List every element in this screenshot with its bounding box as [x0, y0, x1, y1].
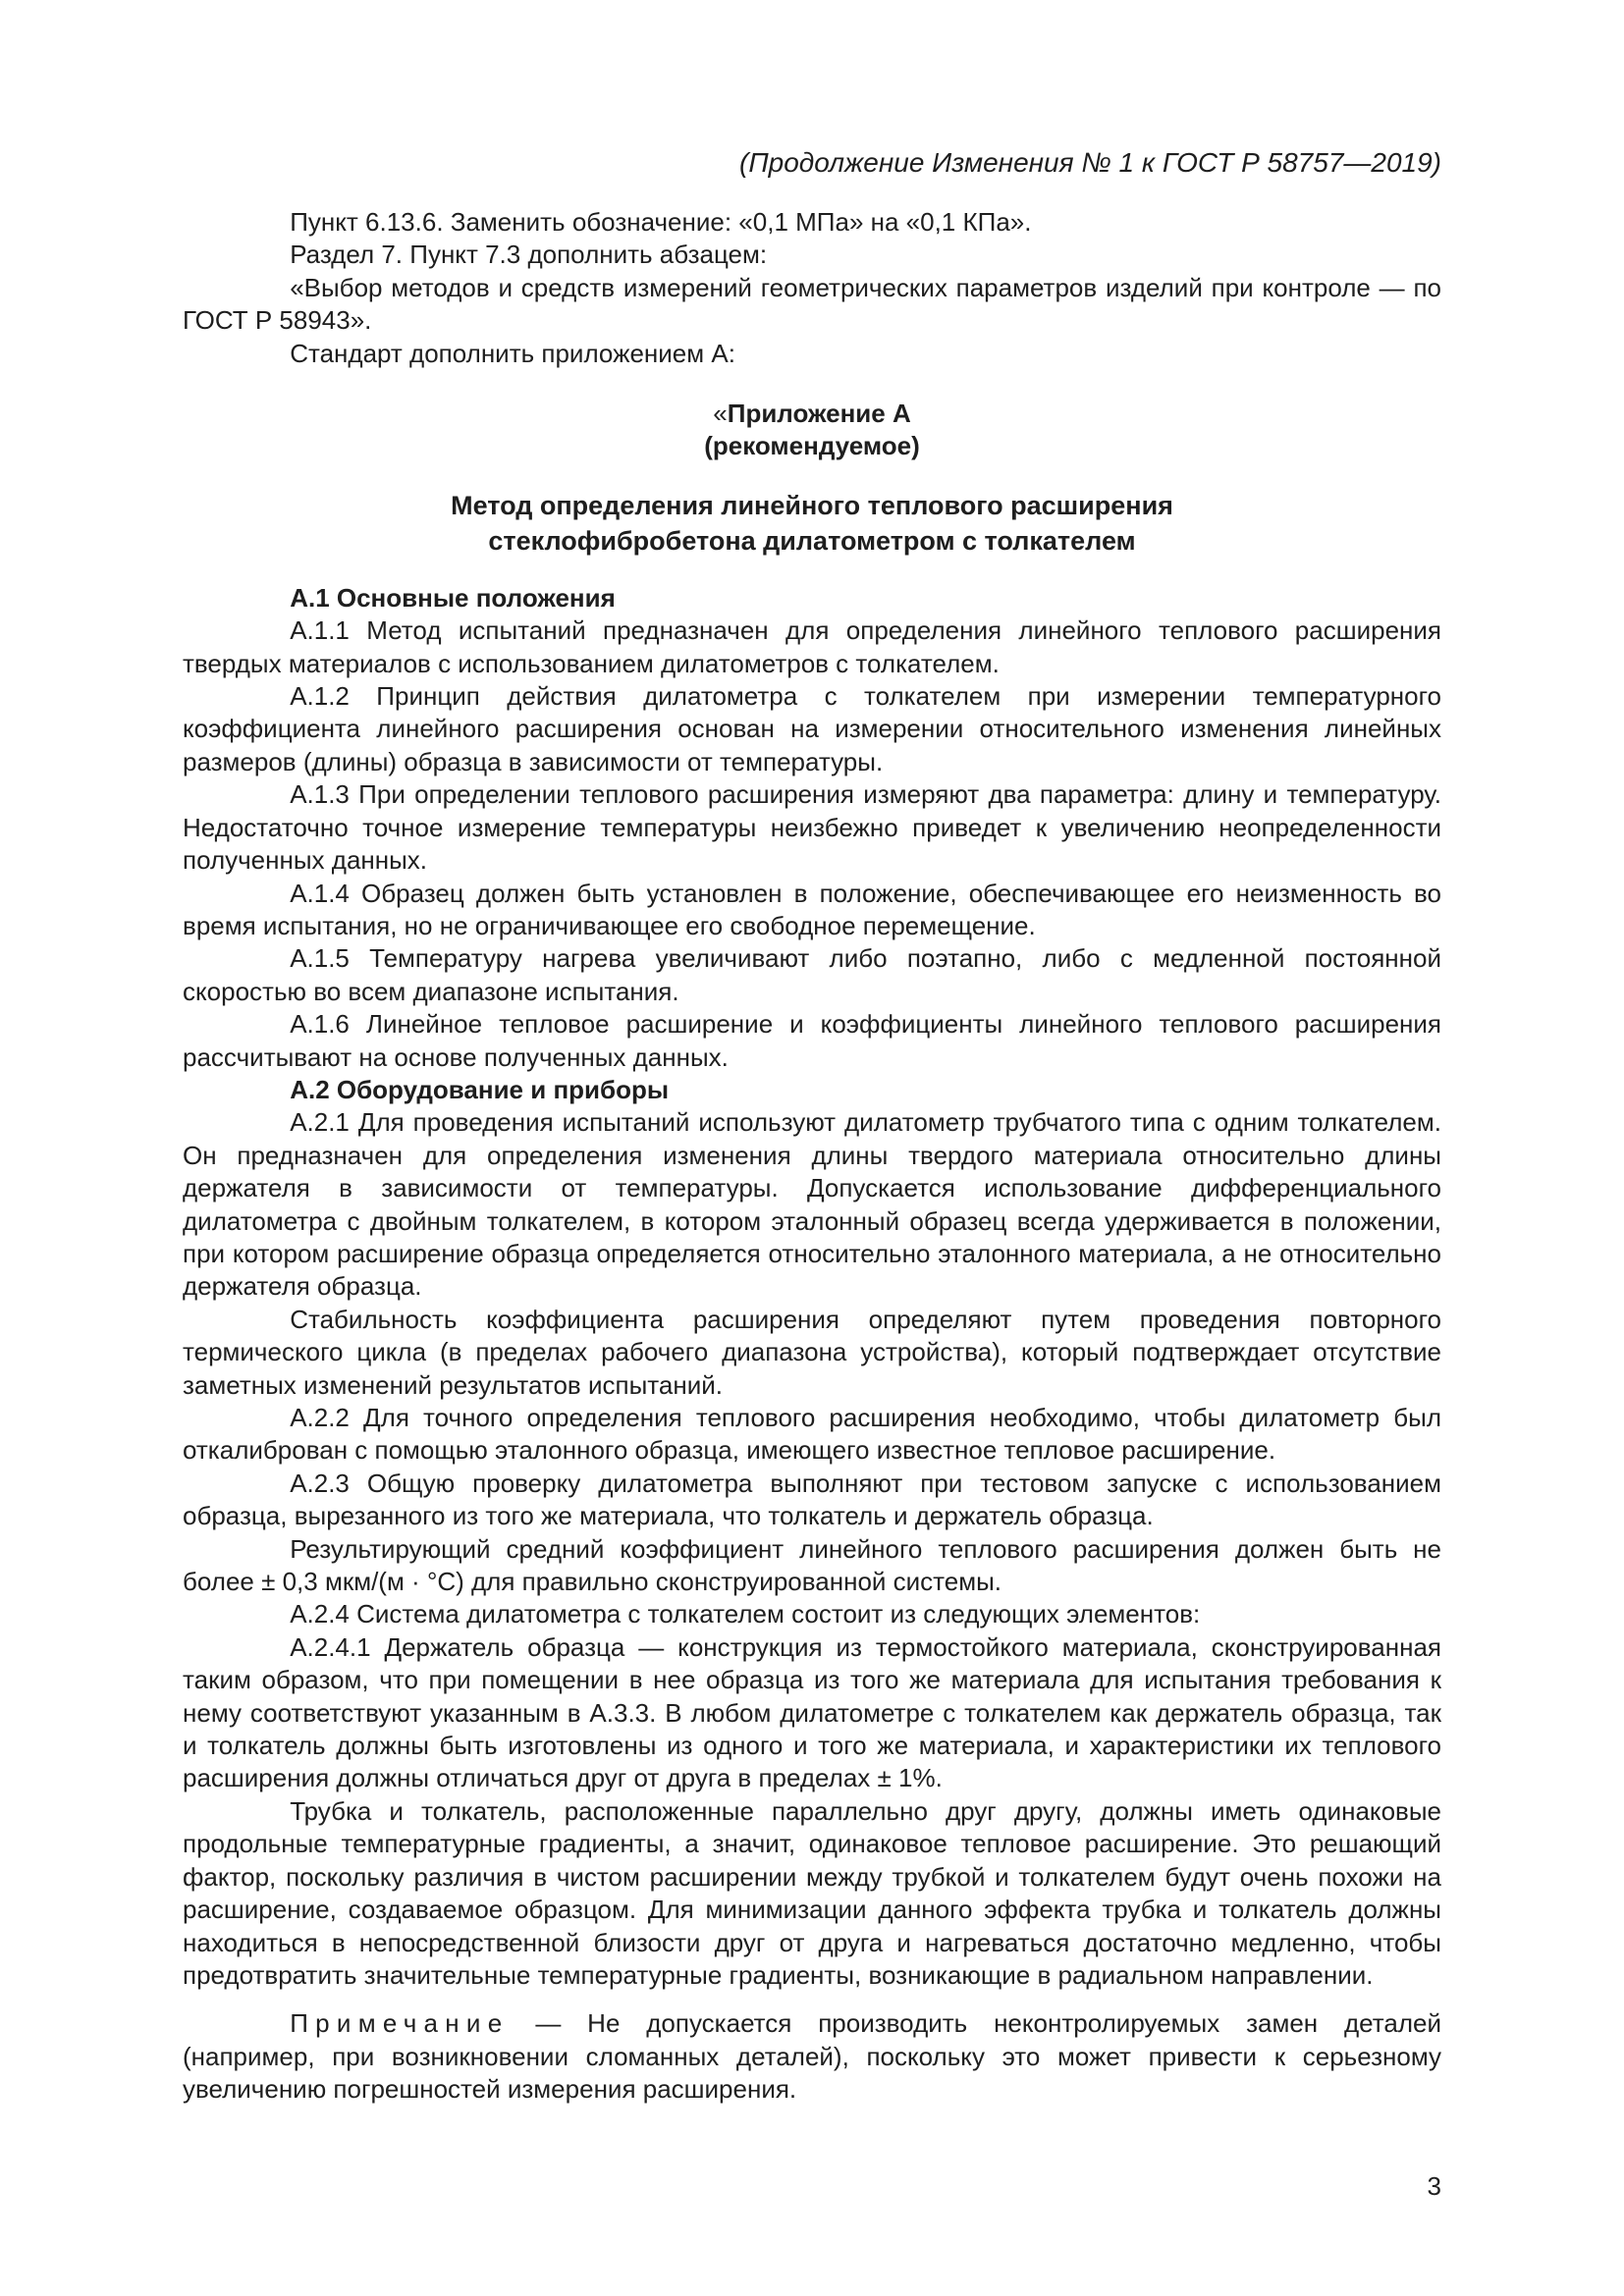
- section-heading-a2: А.2 Оборудование и приборы: [290, 1074, 670, 1104]
- running-header: (Продолжение Изменения № 1 к ГОСТ Р 58757—2019): [739, 147, 1441, 178]
- appendix-title: [183, 488, 1441, 559]
- paragraph-a1-5: А.1.5 Температуру нагрева увеличивают либо поэтапно, либо с медленной постоянной скоростью во всем диапазоне испытания.: [183, 943, 1441, 1006]
- section-heading-a1: А.1 Основные положения: [290, 582, 616, 613]
- note-label: Примечание: [290, 2008, 510, 2039]
- paragraph: Стабильность коэффициента расширения определяют путем проведения повторного термического цикла (в пределах рабочего диапазона устройства), который подтверждает отсутствие заметных изменений результатов испытаний.: [183, 1304, 1441, 1400]
- appendix-label: [183, 398, 1441, 430]
- paragraph-a1-4: А.1.4 Образец должен быть установлен в положение, обеспечивающее его неизменность во время испытания, но не ограничивающее его свободное перемещение.: [183, 878, 1441, 940]
- paragraph-a2-4: А.2.4 Система дилатометра с толкателем состоит из следующих элементов:: [290, 1599, 1201, 1629]
- paragraph-a2-1: А.2.1 Для проведения испытаний используют дилатометр трубчатого типа с одним толкателем. Он предназначен для определения изменения длины твердого материала относительно длины держателя в зависимости от температуры. Допускается использование дифференциального дилатометра с двойным толкателем, в котором эталонный образец всегда удерживается в положении, при котором расширение образца определяется относительно эталонного материала, а не относительно держателя образца.: [183, 1107, 1441, 1302]
- paragraph-a2-4-1: А.2.4.1 Держатель образца — конструкция из термостойкого материала, сконструированная таким образом, что при помещении в нее образца из того же материала для испытания требования к нему соответствуют указанным в А.3.3. В любом дилатометре с толкателем как держатель образца, так и толкатель должны быть изготовлены из одного и того же материала, и характеристики их теплового расширения должны отличаться друг от друга в пределах ± 1%.: [183, 1631, 1441, 1793]
- paragraph-a1-3: А.1.3 При определении теплового расширения измеряют два параметра: длину и температуру. Недостаточно точное измерение температуры неизбежно приведет к увеличению неопределенности полученных данных.: [183, 779, 1441, 876]
- paragraph: Пункт 6.13.6. Заменить обозначение: «0,1 МПа» на «0,1 КПа».: [290, 207, 1032, 237]
- page-number: 3: [1427, 2171, 1441, 2201]
- paragraph-a2-2: А.2.2 Для точного определения теплового расширения необходимо, чтобы дилатометр был откалиброван с помощью эталонного образца, имеющего известное тепловое расширение.: [183, 1403, 1441, 1466]
- paragraph: «Выбор методов и средств измерений геометрических параметров изделий при контроле — по ГОСТ Р 58943».: [183, 272, 1441, 336]
- appendix-title-line: Метод определения линейного теплового расширения: [451, 490, 1173, 520]
- paragraph: Трубка и толкатель, расположенные параллельно друг другу, должны иметь одинаковые продольные температурные градиенты, а значит, одинаковое тепловое расширение. Это решающий фактор, поскольку различия в чистом расширении между трубкой и толкателем будут очень похожи на расширение, создаваемое образцом. Для минимизации данного эффекта трубка и толкатель должны находиться в непосредственной близости друг от друга и нагреваться достаточно медленно, чтобы предотвратить значительные температурные градиенты, возникающие в радиальном направлении.: [183, 1795, 1441, 1990]
- paragraph: Результирующий средний коэффициент линейного теплового расширения должен быть не более ± 0,3 мкм/(м · °С) для правильно сконструированной системы.: [183, 1533, 1441, 1597]
- appendix-status: (рекомендуемое): [704, 431, 920, 461]
- appendix-title-line: стеклофибробетона дилатометром с толкателем: [488, 525, 1136, 556]
- paragraph: Раздел 7. Пункт 7.3 дополнить абзацем:: [290, 240, 768, 270]
- note: [183, 2007, 1441, 2106]
- paragraph-a1-1: А.1.1 Метод испытаний предназначен для определения линейного теплового расширения твердых материалов с использованием дилатометров с толкателем.: [183, 615, 1441, 678]
- appendix-quote-mark: «: [713, 399, 728, 429]
- appendix-label-text: Приложение А: [727, 399, 911, 429]
- paragraph-a1-2: А.1.2 Принцип действия дилатометра с толкателем при измерении температурного коэффициента линейного расширения основан на измерении относительного изменения линейных размеров (длины) образца в зависимости от температуры.: [183, 681, 1441, 776]
- note-text: — Не допускается производить неконтролируемых замен деталей (например, при возникновении сломанных деталей), поскольку это может привести к серьезному увеличению погрешностей измерения расширения.: [183, 2008, 1441, 2105]
- paragraph-a1-6: А.1.6 Линейное тепловое расширение и коэффициенты линейного теплового расширения рассчитывают на основе полученных данных.: [183, 1009, 1441, 1072]
- paragraph: Стандарт дополнить приложением А:: [290, 338, 735, 368]
- document-body: [183, 206, 1441, 2107]
- paragraph-a2-3: А.2.3 Общую проверку дилатометра выполняют при тестовом запуске с использованием образца, вырезанного из того же материала, что толкатель и держатель образца.: [183, 1468, 1441, 1531]
